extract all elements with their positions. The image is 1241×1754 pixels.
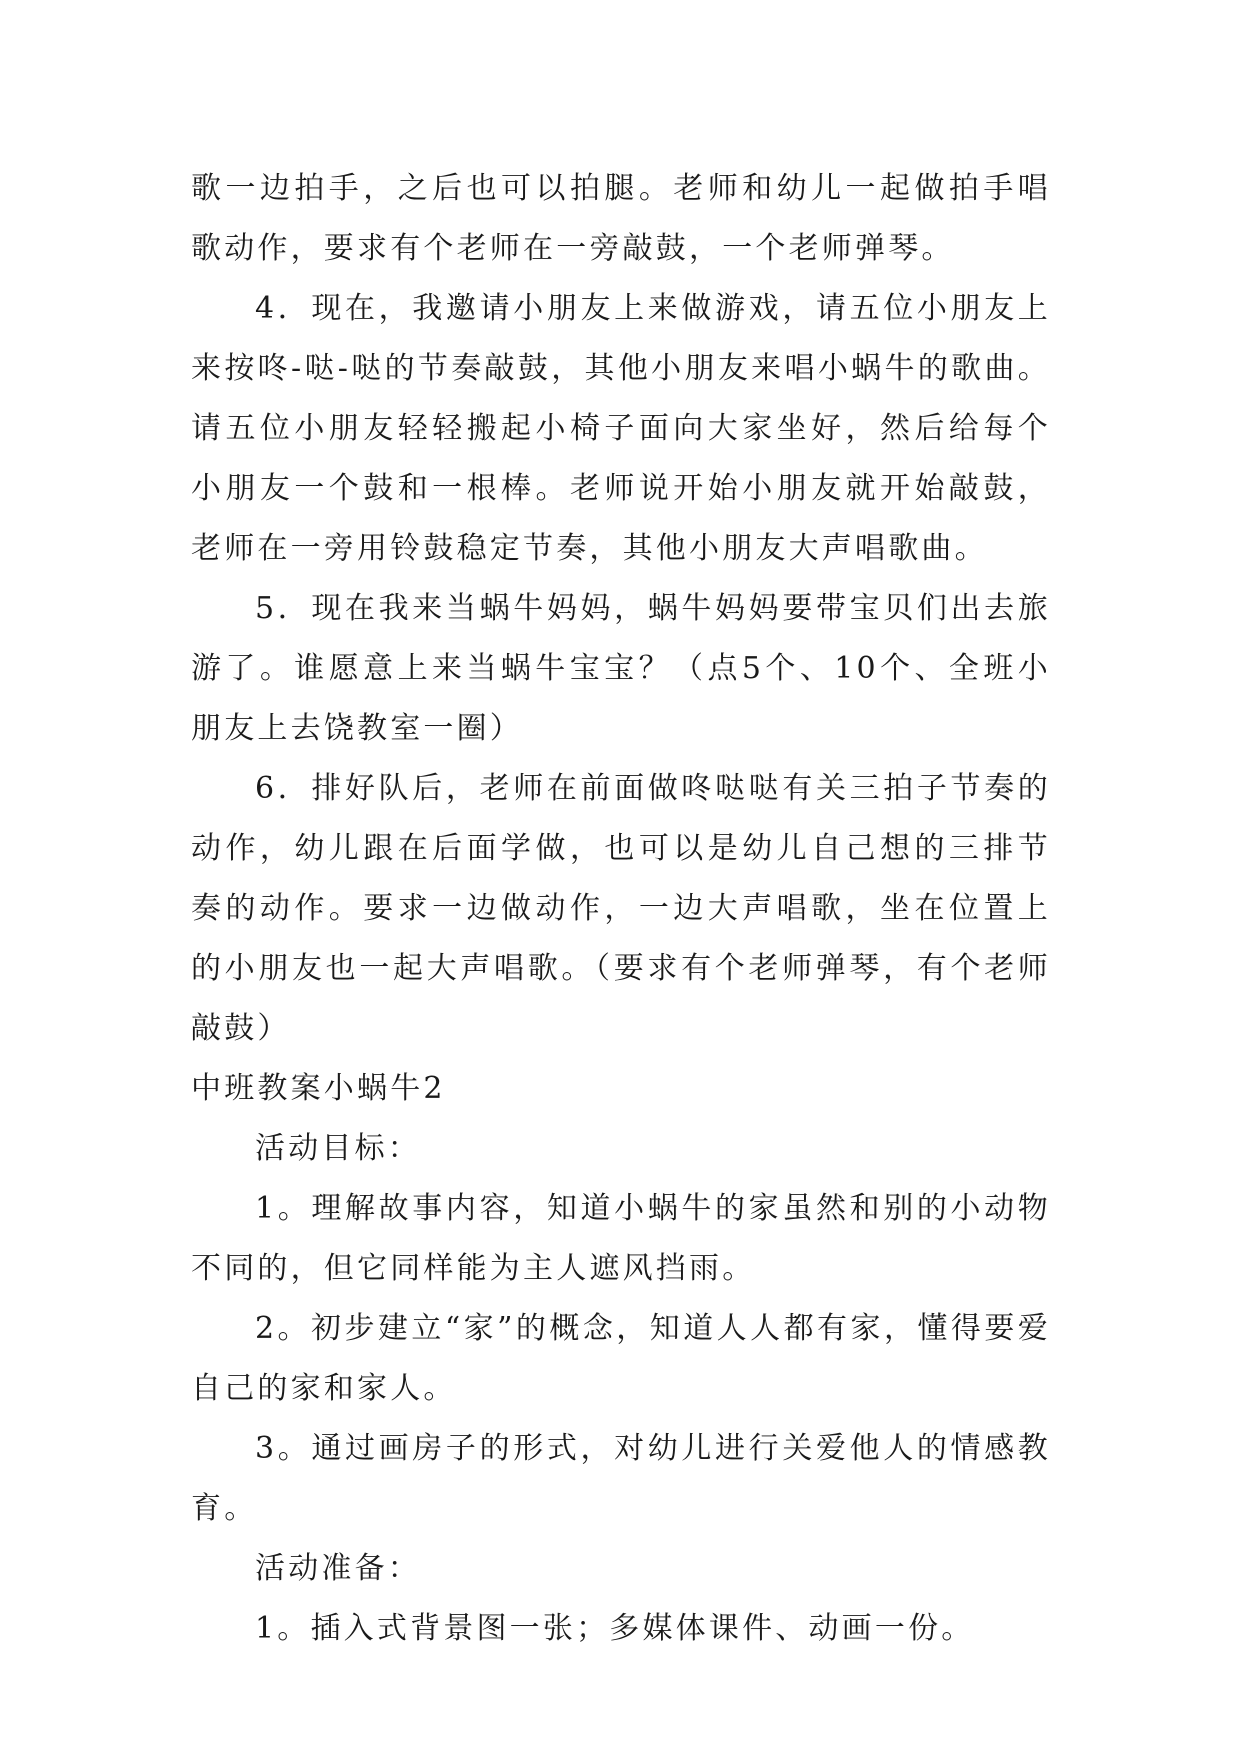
activity-goals-heading: 活动目标： (255, 1131, 421, 1166)
document-body (191, 159, 1051, 1659)
paragraph-step-5: 5．现在我来当蜗牛妈妈，蜗牛妈妈要带宝贝们出去旅游了。谁愿意上来当蜗牛宝宝？（点5个、10个、全班小朋友上去饶教室一圈） (191, 591, 1051, 746)
paragraph-continuation: 歌一边拍手，之后也可以拍腿。老师和幼儿一起做拍手唱歌动作，要求有个老师在一旁敲鼓，一个老师弹琴。 (191, 171, 1051, 266)
goal-item-3: 3。通过画房子的形式，对幼儿进行关爱他人的情感教育。 (191, 1431, 1051, 1526)
goal-item-1: 1。理解故事内容，知道小蜗牛的家虽然和别的小动物不同的，但它同样能为主人遮风挡雨。 (191, 1191, 1051, 1286)
goal-item-2: 2。初步建立“家”的概念，知道人人都有家，懂得要爱自己的家和家人。 (191, 1311, 1051, 1406)
paragraph-step-6: 6．排好队后，老师在前面做咚哒哒有关三拍子节奏的动作，幼儿跟在后面学做，也可以是幼儿自己想的三排节奏的动作。要求一边做动作，一边大声唱歌，坐在位置上的小朋友也一起大声唱歌。（要求有个老师弹琴，有个老师敲鼓） (191, 771, 1051, 1046)
activity-prep-heading: 活动准备： (255, 1551, 421, 1586)
section-title: 中班教案小蜗牛2 (191, 1071, 446, 1106)
paragraph-step-4: 4．现在，我邀请小朋友上来做游戏，请五位小朋友上来按咚-哒-哒的节奏敲鼓，其他小朋友来唱小蜗牛的歌曲。请五位小朋友轻轻搬起小椅子面向大家坐好，然后给每个小朋友一个鼓和一根棒。老师说开始小朋友就开始敲鼓，老师在一旁用铃鼓稳定节奏，其他小朋友大声唱歌曲。 (191, 291, 1051, 566)
prep-item-1: 1。插入式背景图一张；多媒体课件、动画一份。 (255, 1611, 975, 1646)
